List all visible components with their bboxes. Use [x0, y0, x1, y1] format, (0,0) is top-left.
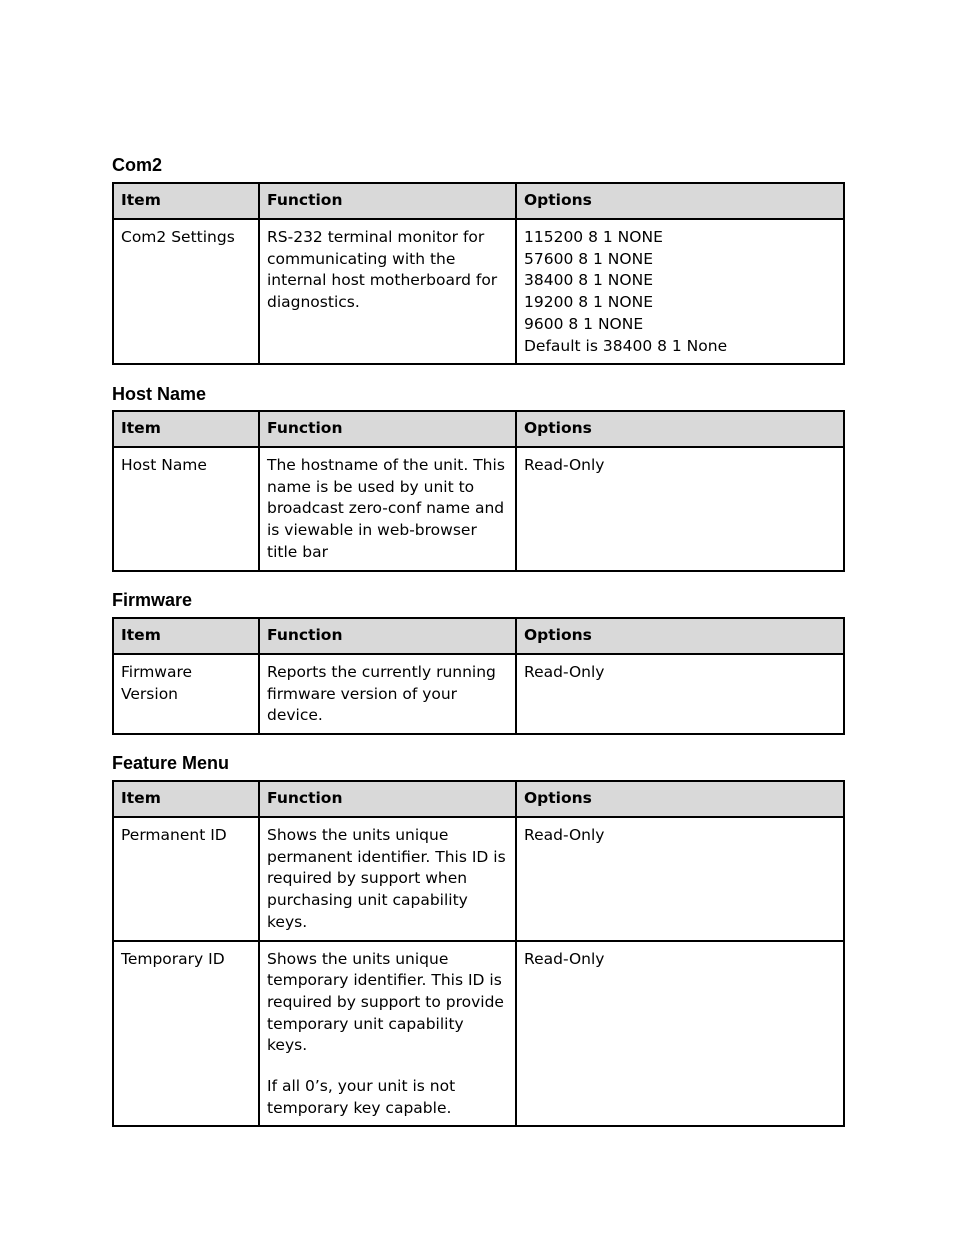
com2-table — [112, 182, 845, 365]
cell-function: RS-232 terminal monitor for communicating with the internal host motherboard for diagnostics. — [259, 219, 516, 364]
column-header-function: Function — [259, 781, 516, 817]
cell-function: Reports the currently running firmware version of your device. — [259, 654, 516, 734]
table-row — [113, 654, 844, 734]
column-header-function: Function — [259, 183, 516, 219]
section-title-host-name: Host Name — [112, 384, 207, 404]
option-value: 19200 8 1 NONE — [524, 293, 653, 312]
column-header-function: Function — [259, 618, 516, 654]
option-default: Default is 38400 8 1 None — [524, 336, 728, 355]
feature-menu-table — [112, 780, 845, 1127]
table-header-row — [113, 183, 844, 219]
function-note: If all 0’s, your unit is not temporary key capable. — [267, 1077, 456, 1117]
option-value: 9600 8 1 NONE — [524, 314, 644, 333]
section-title-feature-menu: Feature Menu — [112, 753, 230, 773]
cell-options — [516, 941, 844, 1127]
cell-options — [516, 654, 844, 734]
column-header-item: Item — [113, 183, 259, 219]
column-header-options: Options — [516, 183, 844, 219]
cell-item: Firmware Version — [113, 654, 259, 734]
option-value: 38400 8 1 NONE — [524, 271, 653, 290]
column-header-item: Item — [113, 781, 259, 817]
cell-item: Temporary ID — [113, 941, 259, 1127]
host-name-table — [112, 410, 845, 572]
table-header-row — [113, 618, 844, 654]
cell-options — [516, 219, 844, 364]
column-header-item: Item — [113, 618, 259, 654]
table-header-row — [113, 781, 844, 817]
column-header-options: Options — [516, 411, 844, 447]
table-row — [113, 941, 844, 1127]
table-row — [113, 447, 844, 571]
table-row — [113, 219, 844, 364]
firmware-table — [112, 617, 845, 735]
column-header-options: Options — [516, 618, 844, 654]
option-value: Read-Only — [524, 663, 605, 681]
option-value: Read-Only — [524, 456, 605, 474]
cell-item: Host Name — [113, 447, 259, 571]
column-header-options: Options — [516, 781, 844, 817]
cell-item: Permanent ID — [113, 817, 259, 941]
cell-item: Com2 Settings — [113, 219, 259, 364]
option-value: Read-Only — [524, 949, 605, 968]
cell-function — [259, 941, 516, 1127]
table-header-row — [113, 411, 844, 447]
section-title-com2: Com2 — [112, 155, 163, 175]
paragraph-spacer — [267, 1057, 508, 1076]
cell-options — [516, 447, 844, 571]
function-text: Shows the units unique temporary identifier. This ID is required by support to provide temporary unit capability keys. — [267, 949, 504, 1055]
cell-function: The hostname of the unit. This name is be used by unit to broadcast zero-conf name and is viewable in web-browser title bar — [259, 447, 516, 571]
section-title-firmware: Firmware — [112, 590, 193, 610]
cell-options — [516, 817, 844, 941]
option-value: Read-Only — [524, 826, 605, 844]
option-value: 57600 8 1 NONE — [524, 249, 653, 268]
cell-function: Shows the units unique permanent identifier. This ID is required by support when purchasing unit capability keys. — [259, 817, 516, 941]
option-value: 115200 8 1 NONE — [524, 228, 663, 246]
column-header-function: Function — [259, 411, 516, 447]
table-row — [113, 817, 844, 941]
column-header-item: Item — [113, 411, 259, 447]
